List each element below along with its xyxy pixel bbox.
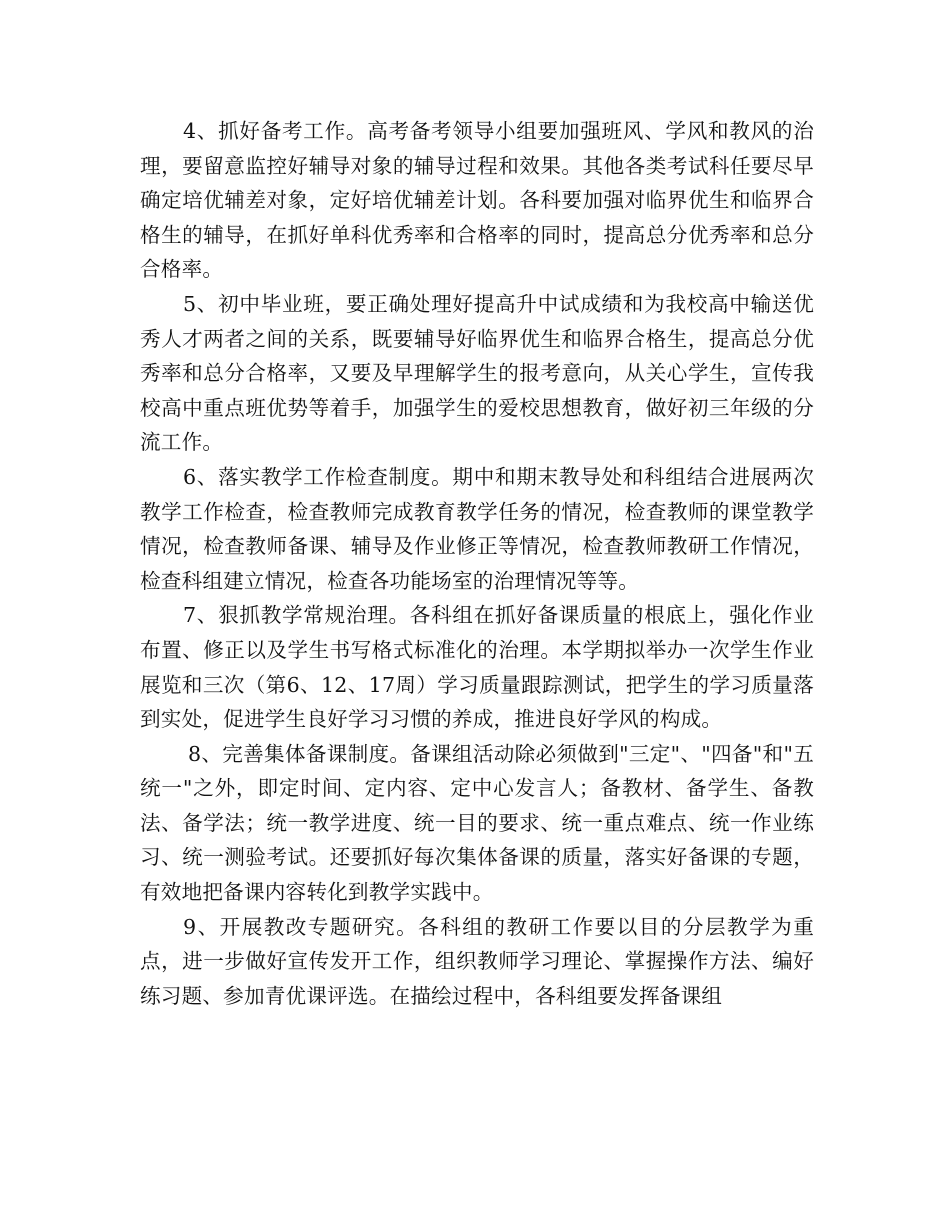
paragraph-item-6: 6、落实教学工作检查制度。期中和期末教导处和科组结合进展两次教学工作检查，检查教师完成教育教学任务的情况，检查教师的课堂教学情况，检查教师备课、辅导及作业修正等情况，检查教师教研工作情况，检查科组建立情况，检查各功能场室的治理情况等等。 (140, 464, 814, 593)
paragraph-item-8: 8、完善集体备课制度。备课组活动除必须做到"三定"、"四备"和"五统一"之外，即定时间、定内容、定中心发言人；备教材、备学生、备教法、备学法；统一教学进度、统一目的要求、统一重点难点、统一作业练习、统一测验考试。还要抓好每次集体备课的质量，落实好备课的专题，有效地把备课内容转化到教学实践中。 (140, 741, 814, 905)
paragraph-item-9: 9、开展教改专题研究。各科组的教研工作要以目的分层教学为重点，进一步做好宣传发开工作，组织教师学习理论、掌握操作方法、编好练习题、参加青优课评选。在描绘过程中，各科组要发挥备课组 (140, 914, 814, 1008)
paragraph-item-4: 4、抓好备考工作。高考备考领导小组要加强班风、学风和教风的治理，要留意监控好辅导对象的辅导过程和效果。其他各类考试科任要尽早确定培优辅差对象，定好培优辅差计划。各科要加强对临界优生和临界合格生的辅导，在抓好单科优秀率和合格率的同时，提高总分优秀率和总分合格率。 (140, 119, 814, 282)
document-body (140, 114, 814, 1013)
paragraph-item-7: 7、狠抓教学常规治理。各科组在抓好备课质量的根底上，强化作业布置、修正以及学生书写格式标准化的治理。本学期拟举办一次学生作业展览和三次（第6、12、17周）学习质量跟踪测试，把学生的学习质量落到实处，促进学生良好学习习惯的养成，推进良好学风的构成。 (140, 603, 814, 732)
paragraph-item-5: 5、初中毕业班，要正确处理好提高升中试成绩和为我校高中输送优秀人才两者之间的关系，既要辅导好临界优生和临界合格生，提高总分优秀率和总分合格率，又要及早理解学生的报考意向，从关心学生，宣传我校高中重点班优势等着手，加强学生的爱校思想教育，做好初三年级的分流工作。 (140, 291, 814, 455)
